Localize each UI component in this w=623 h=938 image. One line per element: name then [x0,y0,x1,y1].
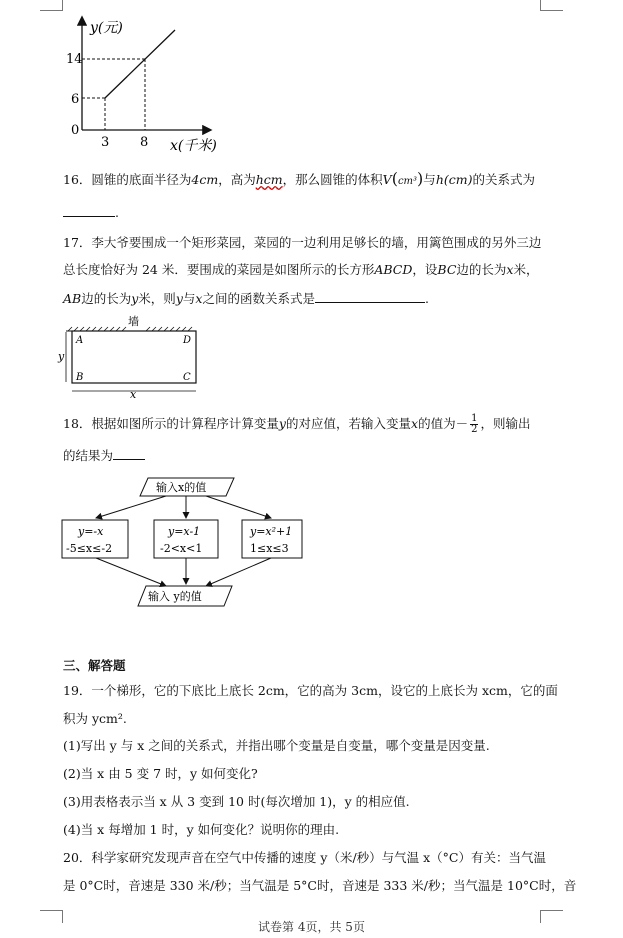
q16-height: hcm [255,172,283,187]
flow-box-2-line1: y=x-1 [168,525,201,538]
graph-line [105,30,175,98]
q18-y: y [278,416,286,431]
q17-line1 [63,236,541,250]
q16-text-b: ，高为 [218,172,256,187]
q19-line2: 积为 ycm². [63,711,127,726]
q18-line2: 的结果为 [63,448,114,463]
q18-line1c: 的值为－ [418,416,469,431]
q19-part2: (2)当 x 由 5 变 7 时，y 如何变化? [63,766,258,781]
y-tick-14: 14 [66,52,83,67]
q17-x: x [506,262,514,277]
page-footer: 试卷第 4页，共 5页 [258,920,365,934]
flow-box-3-line1: y=x²+1 [250,525,293,538]
q17-line2d: 米， [513,262,539,277]
q19-part1: (1)写出 y 与 x 之间的关系式，并指出哪个变量是自变量，哪个变量是因变量. [63,738,490,753]
q17-line2b: ，设 [412,262,438,277]
vertex-D: D [183,335,192,346]
q17-x2: x [195,291,203,306]
q17-line3d: 之间的函数关系式是 [202,291,315,306]
q20-line2: 是 0°C时，音速是 330 米/秒；当气温是 5°C时，音速是 333 米/秒；当气温是 10°C时，音 [63,878,577,893]
q18-frac-den: 2 [471,424,478,435]
q16-text-c: ，那么圆锥的体积 [282,172,383,187]
q17-line3b: 米，则 [138,291,176,306]
q16-line1 [63,169,535,189]
garden-rect-figure [56,314,206,400]
q16-unit-paren: ( [391,169,398,188]
q17-ab: AB [63,291,82,306]
vertex-B: B [76,372,84,383]
q16-text-a: 圆锥的底面半径为 [91,172,192,187]
q17-number: 17． [63,235,92,250]
flow-box-2-line2: -2<x<1 [160,542,203,555]
q17-line2 [63,263,538,277]
q17-line3c: 与 [182,291,196,306]
y-axis-label: y(元) [90,20,123,36]
q17-bc: BC [437,262,457,277]
q18-number: 18． [63,416,92,431]
q18-x: x [411,416,419,431]
q17-end: . [424,291,429,306]
q16-unit-paren-close: ) [417,169,424,188]
q17-line2a: 总长度恰好为 24 米．要围成的菜园是如图所示的长方形 [63,262,375,277]
q17-line1-text: 李大爷要围成一个矩形菜园，菜园的一边利用足够长的墙，用篱笆围成的另外三边 [91,235,542,250]
q16-text-e: 的关系式为 [472,172,535,187]
q18-fraction [470,414,478,435]
q18-line2 [63,447,145,463]
q18-line1d: ，则输出 [480,416,531,431]
q17-line2c: 边的长为 [456,262,507,277]
q16-answer-blank[interactable] [63,204,115,217]
cost-distance-graph [60,10,240,160]
q17-line3a: 边的长为 [81,291,132,306]
q16-answer-line [63,204,119,220]
flow-box-3-line2: 1≤x≤3 [250,542,289,555]
q16-number: 16． [63,172,92,187]
q18-line1b: 的对应值，若输入变量 [285,416,411,431]
flow-output-label: 输入 y的值 [148,590,202,603]
q20-line1: 20．科学家研究发现声音在空气中传播的速度 y（米/秒）与气温 x（°C）有关：当气温 [63,850,546,865]
q16-radius: 4cm [191,172,219,187]
flowchart [56,474,312,614]
q17-line3 [63,290,429,306]
q16-end: . [115,205,119,220]
x-dimension-label: x [130,388,137,400]
q16-unit: cm³ [397,176,418,187]
vertex-C: C [183,372,191,383]
section-3-heading: 三、解答题 [63,658,126,673]
y-dimension-label: y [58,350,65,363]
x-axis-label: x(千米) [170,138,217,154]
flow-input-label: 输入x的值 [156,481,207,494]
y-tick-0: 0 [71,123,80,138]
x-tick-3: 3 [101,135,110,150]
flow-arrow-out-left [96,558,166,586]
x-tick-8: 8 [140,135,149,150]
wall-label: 墙 [128,315,139,328]
y-tick-6: 6 [71,92,80,107]
q18-frac-num: 1 [471,413,478,424]
q18-answer-blank[interactable] [113,447,145,460]
flow-box-1-line1: y=-x [78,525,104,538]
q17-abcd: ABCD [374,262,413,277]
q16-text-d: 与 [423,172,436,187]
q16-volume: V [382,172,392,187]
q19-line1: 19．一个梯形，它的下底比上底长 2cm，它的高为 3cm，设它的上底长为 xcm，它的面 [63,683,558,698]
flow-box-1-line2: -5≤x≤-2 [66,542,113,555]
q16-h2: h(cm) [435,172,473,187]
q17-y: y [131,291,139,306]
q17-answer-blank[interactable] [315,290,425,303]
flow-arrow-left [96,496,166,518]
flow-arrow-right [206,496,271,518]
crop-mark-top-right [540,0,563,11]
q18-line1a: 根据如图所示的计算程序计算变量 [91,416,279,431]
garden-rect [72,331,196,383]
flow-arrow-out-right [206,558,271,586]
q19-part4: (4)当 x 每增加 1 时，y 如何变化？说明你的理由. [63,822,340,837]
q18-line1 [63,414,530,435]
q19-part3: (3)用表格表示当 x 从 3 变到 10 时(每次增加 1)，y 的相应值. [63,794,410,809]
q17-y2: y [175,291,183,306]
vertex-A: A [76,335,84,346]
